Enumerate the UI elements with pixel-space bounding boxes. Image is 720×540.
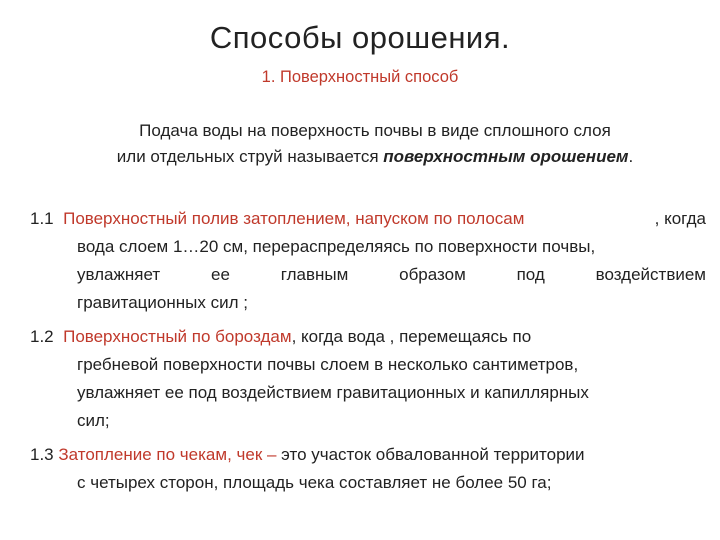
list-item-1-3 [30, 441, 706, 497]
item-1-1-line-2: вода слоем 1…20 см, перераспределяясь по поверхности почвы, [77, 237, 596, 256]
item-1-2-line-4: сил; [77, 411, 110, 430]
item-1-2-line-1 [30, 323, 706, 351]
item-text: , когда [654, 209, 706, 228]
item-dash: – [262, 445, 277, 464]
item-number: 1.3 [30, 445, 54, 464]
item-1-2-line-3: увлажняет ее под воздействием гравитационных и капиллярных [77, 383, 589, 402]
intro-line-2-end: . [628, 147, 634, 166]
item-1-3-line-1 [30, 441, 706, 469]
intro-emphasis: поверхностным орошением [383, 147, 629, 166]
item-1-1-line-4: гравитационных сил ; [77, 293, 248, 312]
slide-title: Способы орошения. [209, 20, 511, 55]
list-item-1-2 [30, 323, 706, 435]
word: под [516, 265, 545, 284]
item-1-1-line-1 [30, 205, 706, 233]
item-text: , когда вода , перемещаясь по [291, 327, 532, 346]
intro-line-1: Подача воды на поверхность почвы в виде сплошного слоя [139, 121, 611, 140]
word: увлажняет [77, 265, 161, 284]
intro-paragraph [70, 118, 680, 170]
item-1-2-line-2: гребневой поверхности почвы слоем в несколько сантиметров, [77, 355, 579, 374]
intro-line-2 [70, 144, 680, 170]
item-highlight: Поверхностный по бороздам [63, 327, 292, 346]
word: ее [211, 265, 230, 284]
item-number: 1.1 [30, 209, 54, 228]
word: главным [280, 265, 349, 284]
item-1-1-line-3 [30, 261, 706, 289]
slide-subtitle: 1. Поверхностный способ [261, 68, 459, 86]
word: образом [399, 265, 466, 284]
irrigation-methods-list [30, 205, 706, 503]
item-highlight: Поверхностный полив затоплением, напуском по полосам [63, 209, 525, 228]
item-1-3-line-2: с четырех сторон, площадь чека составляет не более 50 га; [77, 473, 552, 492]
item-number: 1.2 [30, 327, 54, 346]
list-item-1-1 [30, 205, 706, 317]
word: воздействием [595, 265, 706, 284]
item-highlight: Затопление по чекам, чек [58, 445, 263, 464]
intro-line-2-start: или отдельных струй называется [116, 147, 384, 166]
item-text: это участок обвалованной территории [276, 445, 585, 464]
